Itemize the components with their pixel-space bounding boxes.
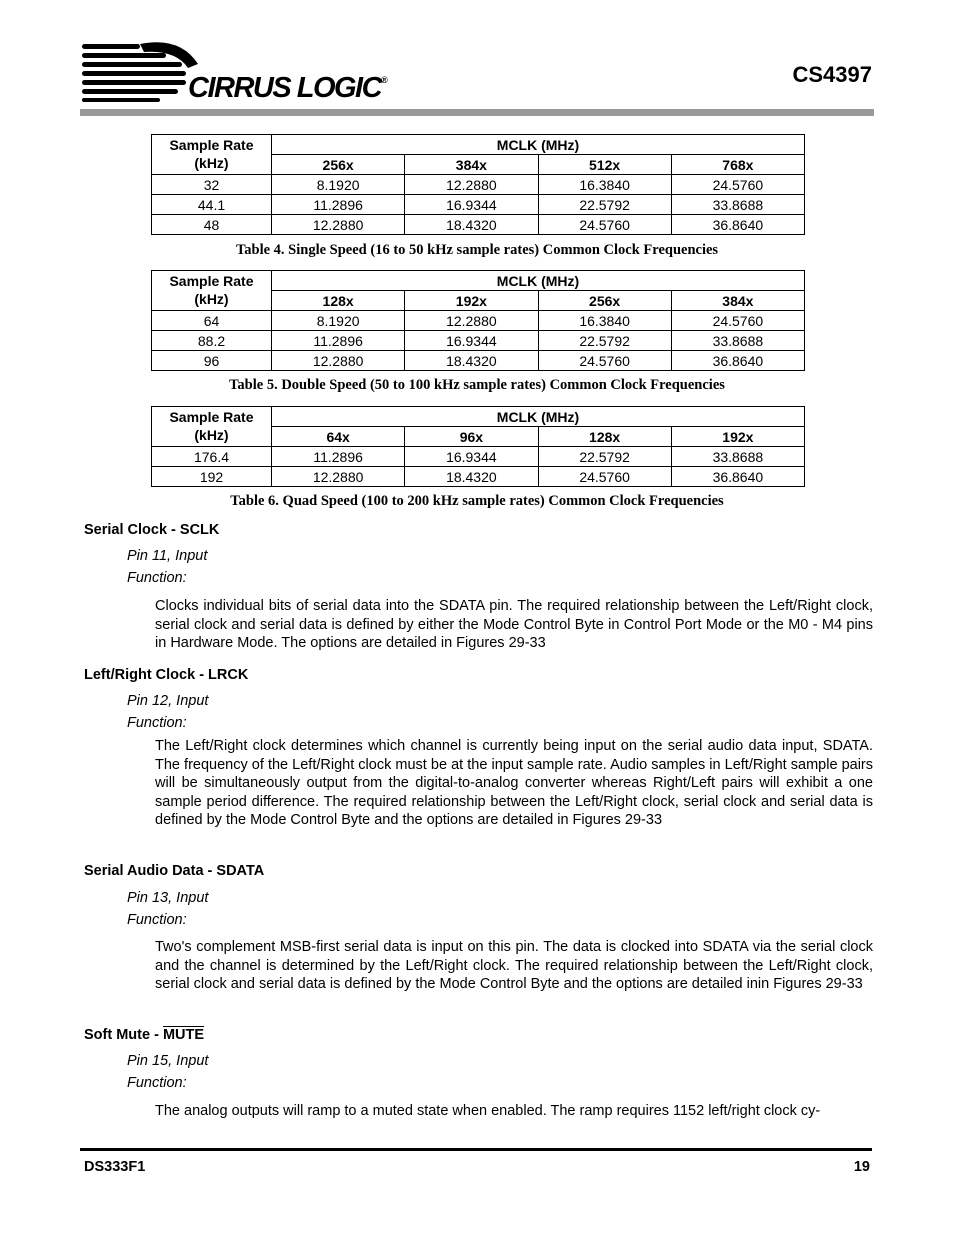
pin-info: Pin 12, Input xyxy=(127,693,209,709)
logo-wordmark: CIRRUS LOGIC® xyxy=(188,72,388,104)
mclk-header: MCLK (MHz) xyxy=(272,407,805,427)
table-cell: 18.4320 xyxy=(405,351,538,371)
column-header: 512x xyxy=(538,155,671,175)
function-label: Function: xyxy=(127,715,187,731)
table-cell: 8.1920 xyxy=(272,175,405,195)
table-row xyxy=(152,175,805,195)
column-header: 64x xyxy=(272,427,405,447)
column-header: 256x xyxy=(272,155,405,175)
table-cell: 16.9344 xyxy=(405,195,538,215)
table-caption: Table 5. Double Speed (50 to 100 kHz sample rates) Common Clock Frequencies xyxy=(229,377,725,393)
header-rule xyxy=(80,109,874,116)
table-row xyxy=(152,331,805,351)
part-number: CS4397 xyxy=(792,62,872,87)
table-cell: 176.4 xyxy=(152,447,272,467)
function-label: Function: xyxy=(127,570,187,586)
table-row xyxy=(152,467,805,487)
table-cell: 36.8640 xyxy=(671,215,804,235)
column-header: 192x xyxy=(671,427,804,447)
column-header: 768x xyxy=(671,155,804,175)
table-cell: 33.8688 xyxy=(671,195,804,215)
table-cell: 24.5760 xyxy=(671,175,804,195)
function-label: Function: xyxy=(127,1075,187,1091)
section-body: Two's complement MSB-first serial data is input on this pin. The data is clocked into SDATA via the serial clock and the channel is determined by the Left/Right clock. The required relationship between the Left/Right clock, serial clock and serial data is defined by the Mode Control Byte and the options are detailed inin Figures 29-33 xyxy=(155,939,873,993)
table-caption: Table 4. Single Speed (16 to 50 kHz sample rates) Common Clock Frequencies xyxy=(235,242,719,258)
table-cell: 16.9344 xyxy=(405,331,538,351)
table-cell: 12.2880 xyxy=(405,175,538,195)
table-cell: 48 xyxy=(152,215,272,235)
column-header: 192x xyxy=(405,291,538,311)
section-body: Clocks individual bits of serial data into the SDATA pin. The required relationship between the Left/Right clock, serial clock and serial data is defined by either the Mode Control Byte in Control Port Mode or the M0 - M4 pins in Hardware Mode. The options are detailed in Figures 29-33 xyxy=(155,598,873,652)
pin-info: Pin 11, Input xyxy=(127,548,208,564)
table-cell: 32 xyxy=(152,175,272,195)
column-header: 384x xyxy=(671,291,804,311)
table-cell: 11.2896 xyxy=(272,447,405,467)
section-body: The Left/Right clock determines which channel is currently being input on the serial audio data input, SDATA. The frequency of the Left/Right clock must be at the input sample rate. Audio samples in Left/Right sample pairs will be simultaneously output from the digital-to-analog converter whereas Right/Left pairs will exhibit a one sample period difference. The required relationship between the Left/Right clock, serial clock and serial data is defined by the Mode Control Byte and the options are detailed in Figures 29-33 xyxy=(155,738,873,829)
table-cell: 36.8640 xyxy=(671,351,804,371)
mclk-header: MCLK (MHz) xyxy=(272,271,805,291)
table-cell: 12.2880 xyxy=(272,351,405,371)
column-header: 128x xyxy=(538,427,671,447)
pin-info: Pin 13, Input xyxy=(127,890,209,906)
column-header: 96x xyxy=(405,427,538,447)
table-cell: 16.3840 xyxy=(538,175,671,195)
table-row xyxy=(152,311,805,331)
table-row xyxy=(152,215,805,235)
column-header: 128x xyxy=(272,291,405,311)
table-cell: 22.5792 xyxy=(538,447,671,467)
table-cell: 8.1920 xyxy=(272,311,405,331)
table-row xyxy=(152,351,805,371)
table-cell: 12.2880 xyxy=(272,467,405,487)
sample-rate-header: Sample Rate (kHz) xyxy=(152,271,272,311)
table-cell: 33.8688 xyxy=(671,447,804,467)
table-cell: 12.2880 xyxy=(272,215,405,235)
table-cell: 18.4320 xyxy=(405,467,538,487)
table-cell: 16.9344 xyxy=(405,447,538,467)
column-header: 256x xyxy=(538,291,671,311)
section-title-lrck: Left/Right Clock - LRCK xyxy=(84,667,249,683)
table-cell: 16.3840 xyxy=(538,311,671,331)
table-cell: 22.5792 xyxy=(538,195,671,215)
column-header: 384x xyxy=(405,155,538,175)
table-cell: 192 xyxy=(152,467,272,487)
clock-table-double-speed xyxy=(151,270,805,371)
table-cell: 64 xyxy=(152,311,272,331)
table-caption: Table 6. Quad Speed (100 to 200 kHz sample rates) Common Clock Frequencies xyxy=(230,493,724,509)
table-cell: 44.1 xyxy=(152,195,272,215)
table-cell: 11.2896 xyxy=(272,195,405,215)
sample-rate-header: Sample Rate (kHz) xyxy=(152,407,272,447)
section-title-mute: Soft Mute - MUTE xyxy=(84,1027,205,1043)
table-cell: 36.8640 xyxy=(671,467,804,487)
footer-rule xyxy=(80,1148,872,1151)
pin-info: Pin 15, Input xyxy=(127,1053,209,1069)
table-cell: 18.4320 xyxy=(405,215,538,235)
table-cell: 22.5792 xyxy=(538,331,671,351)
table-cell: 88.2 xyxy=(152,331,272,351)
function-label: Function: xyxy=(127,912,187,928)
page-number: 19 xyxy=(853,1159,870,1175)
table-row xyxy=(152,195,805,215)
table-cell: 24.5760 xyxy=(538,351,671,371)
section-title-sdata: Serial Audio Data - SDATA xyxy=(84,863,265,879)
mclk-header: MCLK (MHz) xyxy=(272,135,805,155)
section-body: The analog outputs will ramp to a muted state when enabled. The ramp requires 1152 left/right clock cy- xyxy=(155,1103,821,1119)
table-cell: 11.2896 xyxy=(272,331,405,351)
table-cell: 24.5760 xyxy=(671,311,804,331)
table-cell: 96 xyxy=(152,351,272,371)
sample-rate-header: Sample Rate (kHz) xyxy=(152,135,272,175)
section-title-sclk: Serial Clock - SCLK xyxy=(84,522,220,538)
table-cell: 24.5760 xyxy=(538,215,671,235)
document-id: DS333F1 xyxy=(84,1159,146,1175)
table-cell: 24.5760 xyxy=(538,467,671,487)
table-cell: 33.8688 xyxy=(671,331,804,351)
clock-table-single-speed xyxy=(151,134,805,235)
table-cell: 12.2880 xyxy=(405,311,538,331)
table-row xyxy=(152,447,805,467)
clock-table-quad-speed xyxy=(151,406,805,487)
